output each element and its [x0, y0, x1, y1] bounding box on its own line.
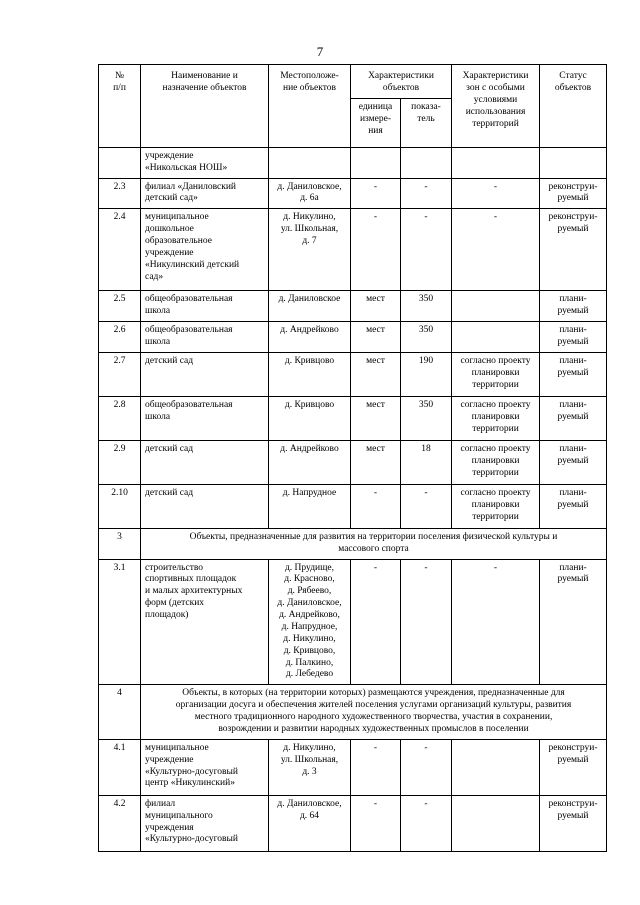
cell-unit: - [351, 484, 401, 528]
cell-num: 4.2 [99, 795, 141, 851]
col-header-name: Наименование и назначение объектов [141, 65, 269, 148]
table-row [99, 795, 607, 851]
cell-location: д. Андрейково [269, 322, 351, 353]
cell-location: д. Кривцово [269, 352, 351, 396]
cell-unit: мест [351, 291, 401, 322]
cell-value: - [401, 484, 452, 528]
cell-unit: - [351, 209, 401, 291]
cell-zones: - [452, 209, 540, 291]
cell-value: - [401, 559, 452, 685]
cell-location [269, 147, 351, 178]
cell-location: д. Прудище, д. Красново, д. Рябеево, д. Даниловское, д. Андрейково, д. Напрудное, д. Никулино, д. Кривцово, д. Палкино, д. Лебедево [269, 559, 351, 685]
cell-name: детский сад [141, 352, 269, 396]
table-row [99, 178, 607, 209]
cell-name: филиал «Даниловский детский сад» [141, 178, 269, 209]
cell-value: - [401, 739, 452, 795]
cell-num: 2.5 [99, 291, 141, 322]
cell-name: филиал муниципального учреждения «Культурно-досуговый [141, 795, 269, 851]
cell-unit: мест [351, 396, 401, 440]
table-row [99, 209, 607, 291]
col-header-unit: единица измере- ния [351, 98, 401, 147]
cell-num: 2.9 [99, 440, 141, 484]
cell-value: - [401, 178, 452, 209]
cell-location: д. Никулино, ул. Школьная, д. 3 [269, 739, 351, 795]
cell-zones [452, 795, 540, 851]
cell-num: 2.4 [99, 209, 141, 291]
cell-num: 2.3 [99, 178, 141, 209]
cell-location: д. Даниловское, д. 6а [269, 178, 351, 209]
cell-zones: согласно проекту планировки территории [452, 484, 540, 528]
cell-status: плани- руемый [540, 440, 607, 484]
table-row [99, 396, 607, 440]
cell-name: общеобразовательная школа [141, 322, 269, 353]
table-row [99, 484, 607, 528]
col-header-zones: Характеристики зон с особыми условиями использования территорий [452, 65, 540, 148]
cell-value: 350 [401, 396, 452, 440]
cell-value: - [401, 209, 452, 291]
cell-name: общеобразовательная школа [141, 291, 269, 322]
section-num: 3 [99, 528, 141, 559]
section-title: Объекты, предназначенные для развития на территории поселения физической культуры и массового спорта [141, 528, 607, 559]
cell-location: д. Андрейково [269, 440, 351, 484]
header-row [99, 65, 607, 99]
cell-unit: - [351, 559, 401, 685]
cell-status: плани- руемый [540, 484, 607, 528]
cell-location: д. Даниловское [269, 291, 351, 322]
cell-unit: мест [351, 322, 401, 353]
cell-num: 2.10 [99, 484, 141, 528]
cell-num: 2.6 [99, 322, 141, 353]
cell-zones [452, 147, 540, 178]
table-row [99, 440, 607, 484]
page-number: 7 [316, 44, 324, 59]
cell-zones: согласно проекту планировки территории [452, 352, 540, 396]
cell-num: 2.8 [99, 396, 141, 440]
cell-location: д. Кривцово [269, 396, 351, 440]
section-row [99, 528, 607, 559]
table-row [99, 322, 607, 353]
table-row [99, 291, 607, 322]
cell-num [99, 147, 141, 178]
table-row [99, 352, 607, 396]
cell-zones: согласно проекту планировки территории [452, 396, 540, 440]
col-header-characteristics: Характеристики объектов [351, 65, 452, 99]
table-row [99, 147, 607, 178]
cell-name: муниципальное учреждение «Культурно-досуговый центр «Никулинский» [141, 739, 269, 795]
cell-name: общеобразовательная школа [141, 396, 269, 440]
cell-unit: мест [351, 352, 401, 396]
cell-unit: - [351, 795, 401, 851]
table-row [99, 559, 607, 685]
cell-name: детский сад [141, 440, 269, 484]
cell-value: 350 [401, 322, 452, 353]
cell-location: д. Напрудное [269, 484, 351, 528]
col-header-status: Статус объектов [540, 65, 607, 148]
cell-value: 350 [401, 291, 452, 322]
table-row [99, 739, 607, 795]
col-header-num: № п/п [99, 65, 141, 148]
cell-location: д. Даниловское, д. 64 [269, 795, 351, 851]
cell-zones: согласно проекту планировки территории [452, 440, 540, 484]
cell-value [401, 147, 452, 178]
cell-zones [452, 322, 540, 353]
cell-unit: - [351, 178, 401, 209]
objects-table [98, 64, 607, 852]
cell-zones: - [452, 559, 540, 685]
cell-status: плани- руемый [540, 559, 607, 685]
cell-unit: - [351, 739, 401, 795]
col-header-value: показа- тель [401, 98, 452, 147]
cell-value: - [401, 795, 452, 851]
cell-name: строительство спортивных площадок и малых архитектурных форм (детских площадок) [141, 559, 269, 685]
cell-value: 18 [401, 440, 452, 484]
cell-zones [452, 739, 540, 795]
cell-status: плани- руемый [540, 291, 607, 322]
cell-status: плани- руемый [540, 322, 607, 353]
cell-unit [351, 147, 401, 178]
cell-status: плани- руемый [540, 352, 607, 396]
cell-location: д. Никулино, ул. Школьная, д. 7 [269, 209, 351, 291]
cell-status: плани- руемый [540, 396, 607, 440]
cell-status: реконструи- руемый [540, 795, 607, 851]
section-num: 4 [99, 685, 141, 740]
cell-name: муниципальное дошкольное образовательное учреждение «Никулинский детский сад» [141, 209, 269, 291]
cell-zones [452, 291, 540, 322]
cell-num: 4.1 [99, 739, 141, 795]
cell-num: 3.1 [99, 559, 141, 685]
cell-name: детский сад [141, 484, 269, 528]
cell-status: реконструи- руемый [540, 209, 607, 291]
section-row [99, 685, 607, 740]
cell-num: 2.7 [99, 352, 141, 396]
cell-value: 190 [401, 352, 452, 396]
cell-unit: мест [351, 440, 401, 484]
cell-status: реконструи- руемый [540, 739, 607, 795]
col-header-location: Местоположе- ние объектов [269, 65, 351, 148]
cell-name: учреждение «Никольская НОШ» [141, 147, 269, 178]
cell-status [540, 147, 607, 178]
section-title: Объекты, в которых (на территории которых) размещаются учреждения, предназначенные для организации досуга и обеспечения жителей поселения услугами организаций культуры, развития местного традиционного народного художественного творчества, участия в сохранении, возрождении и развитии народных художественных промыслов в поселении [141, 685, 607, 740]
cell-zones: - [452, 178, 540, 209]
cell-status: реконструи- руемый [540, 178, 607, 209]
